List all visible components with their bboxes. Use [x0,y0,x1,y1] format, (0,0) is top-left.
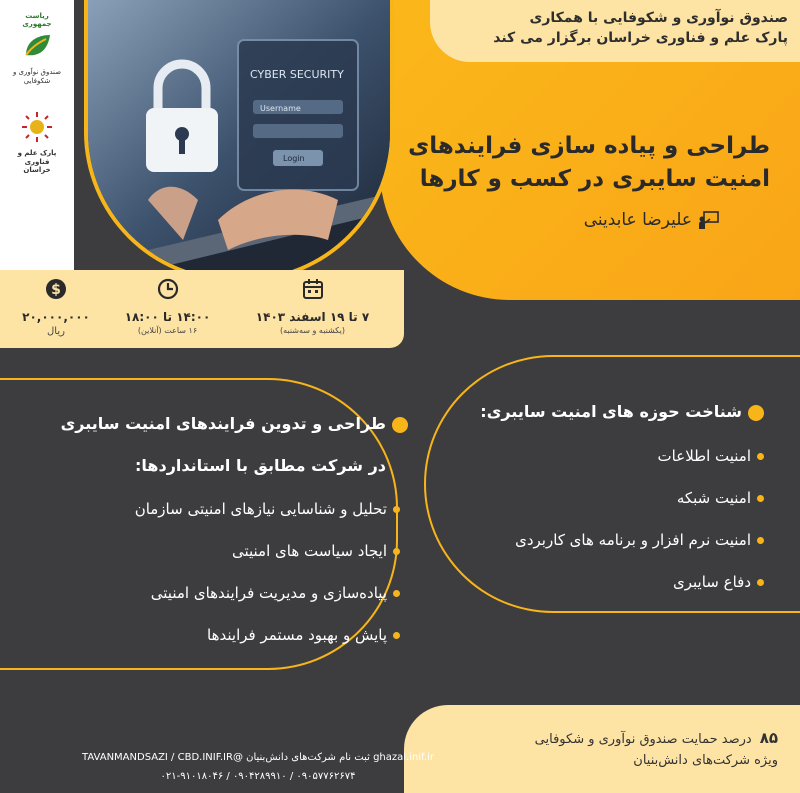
svg-text:$: $ [51,282,61,298]
bullet-icon [757,537,764,544]
contact-phones: ۰۹۰۵۷۷۶۲۶۷۴ / ۰۹۰۴۲۸۹۹۱۰ / ۰۲۱-۹۱۰۱۸۰۴۶ [160,771,356,782]
clock-icon [157,278,179,300]
presenter [584,210,720,230]
organizer-text: صندوق نوآوری و شکوفایی با همکاری پارک علم و فناوری خراسان برگزار می کند [493,10,788,47]
info-bar [0,270,404,348]
logo-bottom-text: صندوق نوآوری و شکوفایی [12,68,62,85]
presenter-name: علیرضا عابدینی [583,210,692,230]
time-info: ۱۴:۰۰ تا ۱۸:۰۰ ۱۶ ساعت (آنلاین) [110,278,225,335]
riasat-jomhouri-logo [12,12,62,85]
contact-info [58,748,458,786]
price-info: $ ۲۰,۰۰۰,۰۰۰ ریال [6,278,106,337]
svg-text:Username: Username [260,104,301,113]
leaf-icon [20,29,54,63]
bullet-icon [757,453,764,460]
bullet-icon [748,405,764,421]
support-percent: ۸۵ [759,729,778,747]
list-item: پیاده‌سازی و مدیریت فرایندهای امنیتی [151,584,400,602]
bullet-icon [393,590,400,597]
support-text: ۸۵درصد حمایت صندوق نوآوری و شکوفایی ویژه شرکت‌های دانش‌بنیان [534,729,778,768]
bullet-icon [757,495,764,502]
bullet-icon [393,632,400,639]
contact-links[interactable]: ghazal.inif.ir ثبت نام شرکت‌های دانش‌بنیان @TAVANMANDSAZI / CBD.INIF.IR [82,752,434,763]
logo-top-text: پارک علم و فناوری خراسان [17,149,57,175]
dollar-icon [45,278,67,300]
cyber-security-illustration [88,0,394,282]
bullet-icon [393,506,400,513]
list-item: دفاع سایبری [673,573,764,591]
domains-heading: شناخت حوزه های امنیت سایبری: [480,402,764,421]
svg-text:Login: Login [283,154,305,163]
date-info: ۷ تا ۱۹ اسفند ۱۴۰۳ (یکشنبه و سه‌شنبه) [240,278,385,335]
khorasan-park-logo [12,110,62,175]
hero-image [84,0,394,282]
presentation-icon [698,210,720,230]
list-item: پایش و بهبود مستمر فرایندها [207,626,400,644]
bullet-icon [757,579,764,586]
list-item: امنیت اطلاعات [658,447,764,465]
list-item: امنیت شبکه [677,489,764,507]
design-heading: طراحی و تدوین فرایندهای امنیت سایبری [61,414,408,433]
list-item: امنیت نرم افزار و برنامه های کاربردی [515,531,764,549]
list-item: تحلیل و شناسایی نیازهای امنیتی سازمان [135,500,400,518]
bullet-icon [393,548,400,555]
sun-icon [20,110,54,144]
list-item: ایجاد سیاست های امنیتی [232,542,400,560]
logo-strip [0,0,74,300]
logo-top-text: ریاست جمهوری [22,12,52,29]
screen-text: CYBER SECURITY [250,68,344,81]
page-title: طراحی و پیاده سازی فرایندهای امنیت سایبری در کسب و کارها [408,133,770,193]
calendar-icon [302,278,324,300]
design-heading-line2: در شرکت مطابق با استانداردها: [135,456,386,475]
bullet-icon [392,417,408,433]
